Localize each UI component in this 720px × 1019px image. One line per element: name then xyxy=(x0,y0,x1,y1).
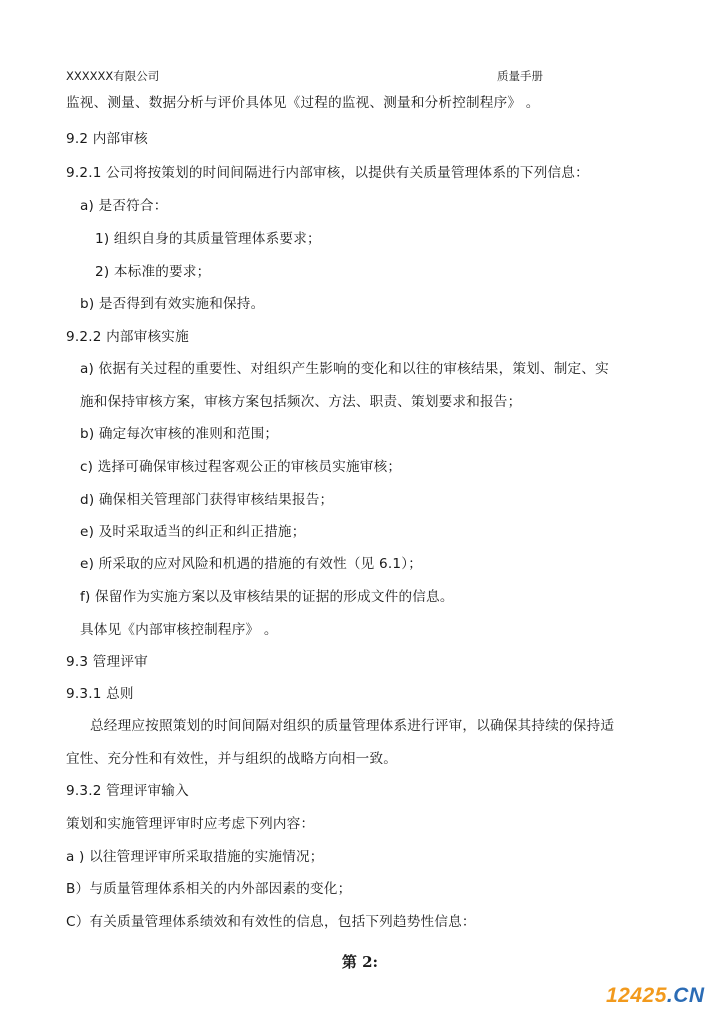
watermark-suffix: .CN xyxy=(666,984,705,1007)
text-line: 9.2.1 公司将按策划的时间间隔进行内部审核，以提供有关质量管理体系的下列信息： xyxy=(66,165,589,181)
text-line: 宜性、充分性和有效性，并与组织的战略方向相一致。 xyxy=(66,751,398,767)
list-item: e) 所采取的应对风险和机遇的措施的有效性（见 6.1）； xyxy=(80,556,422,572)
section-heading: 9.3 管理评审 xyxy=(66,654,148,670)
watermark-number: 12425 xyxy=(606,984,667,1007)
list-item: a ) 以往管理评审所采取措施的实施情况； xyxy=(66,849,324,865)
manual-title: 质量手册 xyxy=(497,69,543,83)
section-heading: 9.2 内部审核 xyxy=(66,131,148,147)
list-item: a) 是否符合： xyxy=(80,198,168,214)
list-item: C）有关质量管理体系绩效和有效性的信息，包括下列趋势性信息： xyxy=(66,914,476,930)
list-item: B）与质量管理体系相关的内外部因素的变化； xyxy=(66,881,352,897)
section-heading: 9.2.2 内部审核实施 xyxy=(66,329,189,345)
list-item: b) 确定每次审核的准则和范围； xyxy=(80,426,279,442)
list-item: 2) 本标准的要求； xyxy=(95,264,211,280)
text-line: 策划和实施管理评审时应考虑下列内容： xyxy=(66,816,315,832)
list-item: a) 依据有关过程的重要性、对组织产生影响的变化和以往的审核结果，策划、制定、实 xyxy=(80,361,609,377)
text-line: 总经理应按照策划的时间间隔对组织的质量管理体系进行评审，以确保其持续的保持适 xyxy=(90,718,615,734)
page-number: 第 2: xyxy=(341,953,379,971)
text-line: 施和保持审核方案，审核方案包括频次、方法、职责、策划要求和报告； xyxy=(80,394,522,410)
text-line: 监视、测量、数据分析与评价具体见《过程的监视、测量和分析控制程序》 。 xyxy=(66,95,540,111)
list-item: d) 确保相关管理部门获得审核结果报告； xyxy=(80,492,334,508)
list-item: e) 及时采取适当的纠正和纠正措施； xyxy=(80,524,306,540)
list-item: c) 选择可确保审核过程客观公正的审核员实施审核； xyxy=(80,459,402,475)
company-name: XXXXXX有限公司 xyxy=(66,69,160,83)
site-watermark xyxy=(606,984,705,1008)
list-item: 1) 组织自身的其质量管理体系要求； xyxy=(95,231,321,247)
text-line: 具体见《内部审核控制程序》 。 xyxy=(80,622,278,638)
list-item: f) 保留作为实施方案以及审核结果的证据的形成文件的信息。 xyxy=(80,589,454,605)
section-heading: 9.3.1 总则 xyxy=(66,686,134,702)
section-heading: 9.3.2 管理评审输入 xyxy=(66,783,189,799)
list-item: b) 是否得到有效实施和保持。 xyxy=(80,296,265,312)
